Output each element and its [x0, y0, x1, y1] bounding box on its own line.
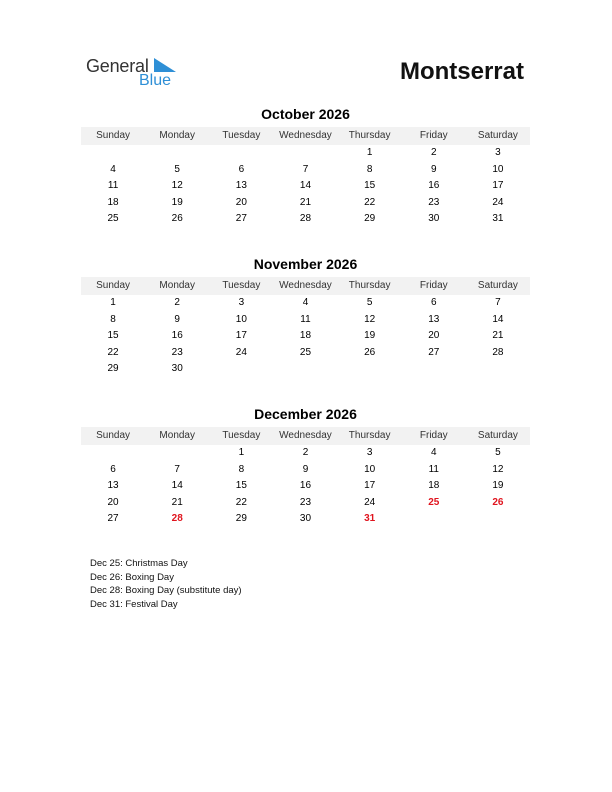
day-cell: 30 — [171, 363, 183, 374]
day-cell: 21 — [299, 196, 312, 208]
day-cell: 10 — [235, 313, 247, 325]
day-cell: 18 — [299, 330, 312, 341]
month-weeks — [81, 445, 530, 528]
day-cell: 27 — [107, 513, 119, 524]
weekday-header — [81, 277, 530, 295]
day-cell: 23 — [428, 196, 440, 208]
day-cell: 7 — [302, 163, 309, 175]
day-cell: 4 — [302, 297, 309, 308]
day-cell: 28 — [171, 513, 183, 524]
day-cell: 27 — [235, 213, 247, 224]
empty-day-cell — [402, 511, 466, 528]
day-cell: 17 — [364, 480, 376, 491]
empty-day-cell — [273, 145, 337, 162]
week-row — [81, 345, 530, 362]
day-cell: 24 — [364, 496, 376, 508]
week-row — [81, 312, 530, 329]
day-cell: 13 — [428, 313, 440, 325]
weekday-label: Monday — [159, 280, 195, 291]
day-cell: 22 — [107, 346, 119, 358]
day-cell: 18 — [107, 196, 119, 208]
day-cell: 7 — [174, 463, 180, 475]
weekday-label: Sunday — [96, 280, 131, 291]
weekday-label: Tuesday — [222, 280, 261, 291]
day-cell: 6 — [110, 463, 116, 475]
weekday-label: Thursday — [348, 130, 391, 141]
week-row — [81, 511, 530, 528]
week-row — [81, 361, 530, 378]
empty-day-cell — [81, 445, 145, 462]
day-cell: 15 — [235, 480, 247, 491]
day-cell: 14 — [492, 313, 504, 325]
day-cell: 9 — [174, 313, 180, 325]
holiday-item: Dec 31: Festival Day — [90, 598, 178, 610]
day-cell: 5 — [174, 163, 180, 175]
day-cell: 2 — [174, 297, 180, 308]
day-cell: 13 — [235, 180, 247, 191]
weekday-label: Saturday — [477, 280, 518, 291]
day-cell: 30 — [428, 213, 440, 224]
day-cell: 20 — [235, 196, 247, 208]
day-cell: 4 — [110, 163, 116, 175]
empty-day-cell — [338, 361, 402, 378]
week-row — [81, 295, 530, 312]
day-cell: 15 — [364, 180, 376, 191]
day-cell: 5 — [495, 447, 501, 458]
day-cell: 13 — [107, 480, 119, 491]
month-title: December 2026 — [254, 406, 357, 422]
month-weeks — [81, 295, 530, 378]
month-title: October 2026 — [261, 106, 350, 122]
day-cell: 29 — [235, 513, 247, 524]
day-cell: 21 — [492, 330, 504, 341]
week-row — [81, 195, 530, 212]
day-cell: 27 — [428, 346, 440, 358]
day-cell: 2 — [430, 147, 437, 158]
logo-blue-text: Blue — [139, 72, 172, 89]
day-cell: 19 — [171, 196, 183, 208]
weekday-label: Tuesday — [222, 430, 261, 441]
day-cell: 26 — [171, 213, 183, 224]
holiday-item: Dec 25: Christmas Day — [90, 558, 188, 569]
empty-day-cell — [273, 361, 337, 378]
day-cell: 21 — [171, 496, 183, 508]
day-cell: 11 — [300, 313, 311, 325]
day-cell: 1 — [238, 447, 245, 458]
day-cell: 6 — [238, 163, 245, 175]
day-cell: 20 — [428, 330, 440, 341]
day-cell: 14 — [299, 180, 312, 191]
day-cell: 22 — [364, 196, 376, 208]
day-cell: 19 — [492, 480, 504, 491]
day-cell: 31 — [492, 213, 504, 224]
week-row — [81, 211, 530, 228]
weekday-label: Sunday — [96, 430, 131, 441]
day-cell: 16 — [428, 180, 440, 191]
generalblue-logo — [86, 56, 196, 96]
day-cell: 23 — [171, 346, 183, 358]
holiday-item: Dec 26: Boxing Day — [90, 571, 174, 583]
empty-day-cell — [466, 511, 530, 528]
weekday-label: Friday — [419, 130, 448, 141]
day-cell: 24 — [492, 196, 504, 208]
day-cell: 20 — [107, 496, 119, 508]
day-cell: 4 — [430, 447, 437, 458]
weekday-label: Tuesday — [222, 130, 261, 141]
day-cell: 3 — [238, 297, 245, 308]
day-cell: 3 — [366, 447, 373, 458]
day-cell: 8 — [366, 163, 373, 175]
day-cell: 14 — [171, 480, 183, 491]
weekday-label: Wednesday — [279, 430, 332, 441]
day-cell: 15 — [107, 330, 119, 341]
weekday-label: Sunday — [96, 130, 131, 141]
day-cell: 22 — [235, 496, 247, 508]
empty-day-cell — [209, 361, 273, 378]
week-row — [81, 462, 530, 479]
holiday-item: Dec 28: Boxing Day (substitute day) — [90, 585, 242, 596]
month-november — [81, 255, 530, 378]
weekday-label: Thursday — [348, 280, 391, 291]
day-cell: 2 — [302, 447, 309, 458]
day-cell: 30 — [299, 513, 312, 524]
day-cell: 26 — [492, 496, 504, 508]
day-cell: 8 — [238, 463, 245, 475]
week-row — [81, 328, 530, 345]
week-row — [81, 162, 530, 179]
weekday-label: Wednesday — [279, 130, 332, 141]
empty-day-cell — [81, 145, 145, 162]
day-cell: 31 — [364, 513, 376, 524]
logo-triangle-icon — [154, 58, 176, 72]
weekday-header — [81, 427, 530, 445]
day-cell: 17 — [235, 330, 247, 341]
day-cell: 25 — [107, 213, 119, 224]
day-cell: 26 — [364, 346, 376, 358]
week-row — [81, 145, 530, 162]
day-cell: 7 — [495, 297, 501, 308]
day-cell: 10 — [364, 463, 376, 475]
logo-general-text: General — [86, 56, 149, 76]
day-cell: 11 — [107, 180, 119, 191]
month-weeks — [81, 145, 530, 228]
day-cell: 3 — [495, 147, 501, 158]
month-october — [81, 105, 530, 228]
day-cell: 17 — [492, 180, 504, 191]
empty-day-cell — [145, 145, 209, 162]
weekday-label: Monday — [159, 430, 195, 441]
day-cell: 9 — [302, 463, 309, 475]
month-title: November 2026 — [253, 256, 358, 272]
weekday-label: Monday — [159, 130, 195, 141]
weekday-label: Friday — [419, 280, 448, 291]
day-cell: 8 — [110, 313, 116, 325]
week-row — [81, 478, 530, 495]
weekday-label: Thursday — [348, 430, 391, 441]
weekday-label: Wednesday — [279, 280, 332, 291]
day-cell: 12 — [492, 463, 504, 475]
weekday-label: Saturday — [477, 130, 518, 141]
day-cell: 1 — [110, 297, 116, 308]
day-cell: 29 — [364, 213, 376, 224]
empty-day-cell — [402, 361, 466, 378]
week-row — [81, 178, 530, 195]
empty-day-cell — [145, 445, 209, 462]
day-cell: 10 — [492, 163, 504, 175]
day-cell: 16 — [171, 330, 183, 341]
day-cell: 12 — [364, 313, 376, 325]
day-cell: 12 — [171, 180, 183, 191]
country-title: Montserrat — [399, 58, 524, 85]
empty-day-cell — [466, 361, 530, 378]
day-cell: 23 — [299, 496, 312, 508]
month-december — [81, 405, 530, 528]
weekday-label: Saturday — [477, 430, 518, 441]
day-cell: 28 — [299, 213, 312, 224]
day-cell: 29 — [107, 363, 119, 374]
day-cell: 25 — [299, 346, 312, 358]
day-cell: 18 — [428, 480, 440, 491]
weekday-header — [81, 127, 530, 145]
day-cell: 28 — [492, 346, 504, 358]
weekday-label: Friday — [419, 430, 448, 441]
day-cell: 6 — [430, 297, 437, 308]
week-row — [81, 495, 530, 512]
holiday-list — [90, 557, 242, 611]
day-cell: 25 — [428, 496, 440, 508]
empty-day-cell — [209, 145, 273, 162]
day-cell: 9 — [430, 163, 437, 175]
day-cell: 11 — [428, 463, 439, 475]
day-cell: 5 — [366, 297, 373, 308]
day-cell: 24 — [235, 346, 247, 358]
day-cell: 16 — [299, 480, 312, 491]
day-cell: 19 — [364, 330, 376, 341]
week-row — [81, 445, 530, 462]
day-cell: 1 — [366, 147, 373, 158]
